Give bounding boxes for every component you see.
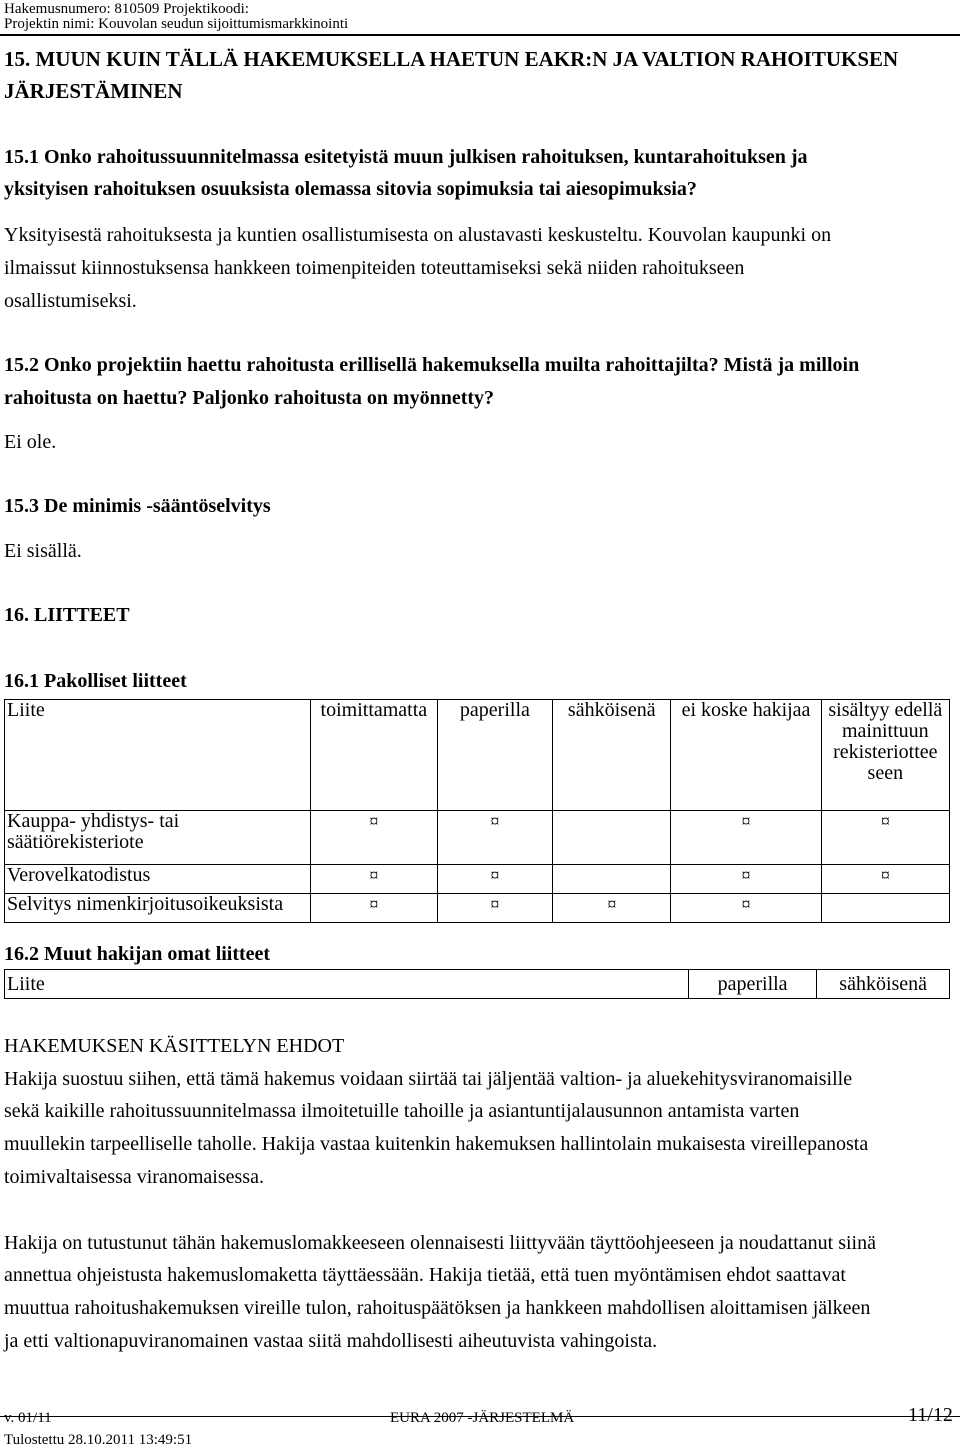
table-header-row [5, 970, 950, 999]
answer-15-3: Ei sisällä. [4, 540, 82, 562]
col-header-sisaltyy: sisältyy edellä mainittuun rekisteriottee seen [821, 700, 949, 811]
footer-page-number: 11/12 [908, 1404, 953, 1426]
conditions-p2-line3: muuttua rahoitushakemuksen vireille tulon, rahoituspäätöksen ja hankkeen mahdollisen aloittamisen jälkeen [4, 1297, 871, 1319]
conditions-p2-line1: Hakija on tutustunut tähän hakemuslomakkeeseen olennaisesti liittyvään täyttöohjeeseen ja noudattanut siinä [4, 1232, 876, 1254]
mark-cell: ¤ [821, 865, 949, 894]
col-header-sahkoisena: sähköisenä [553, 700, 671, 811]
table-row [5, 894, 950, 923]
attachment-name: Kauppa- yhdistys- tai säätiörekisteriote [5, 811, 311, 865]
mark-cell [553, 811, 671, 865]
mark-cell: ¤ [553, 894, 671, 923]
conditions-p2-line4: ja etti valtionapuviranomainen vastaa siitä mahdollisesti aiheutuvista vahingoista. [4, 1330, 658, 1352]
conditions-p1-line1: Hakija suostuu siihen, että tämä hakemus voidaan siirtää tai jäljentää valtion- ja aluekehitysviranomaisille [4, 1068, 853, 1090]
mandatory-attachments-table [4, 699, 950, 923]
footer-version: v. 01/11 [4, 1410, 52, 1426]
col-header-ei-koske: ei koske hakijaa [671, 700, 821, 811]
footer-system: EURA 2007 -JÄRJESTELMÄ [390, 1410, 575, 1426]
col-header-paperilla: paperilla [688, 970, 817, 999]
col-header-paperilla: paperilla [437, 700, 553, 811]
col-header-toimittamatta: toimittamatta [311, 700, 437, 811]
question-15-1-line2: yksityisen rahoituksen osuuksista olemassa sitovia sopimuksia tai aiesopimuksia? [4, 178, 697, 200]
conditions-p1-line3: muullekin tarpeelliselle taholle. Hakija vastaa kuitenkin hakemuksen hallintolain mukaisesta vireillepanosta [4, 1133, 869, 1155]
mark-cell [821, 894, 949, 923]
mark-cell: ¤ [671, 865, 821, 894]
mark-cell: ¤ [671, 894, 821, 923]
col-header-liite: Liite [5, 970, 689, 999]
section-15-title-line1: 15. MUUN KUIN TÄLLÄ HAKEMUKSELLA HAETUN EAKR:N JA VALTION RAHOITUKSEN [4, 47, 899, 71]
mark-cell: ¤ [311, 865, 437, 894]
mark-cell: ¤ [821, 811, 949, 865]
answer-15-1-line1: Yksityisestä rahoituksesta ja kuntien osallistumisesta on alustavasti keskusteltu. Kouvolan kaupunki on [4, 224, 832, 246]
answer-15-1-line3: osallistumiseksi. [4, 290, 137, 312]
header-project-name: Projektin nimi: Kouvolan seudun sijoittumismarkkinointi [4, 16, 349, 32]
section-16-2-title: 16.2 Muut hakijan omat liitteet [4, 943, 271, 965]
section-16-1-title: 16.1 Pakolliset liitteet [4, 670, 187, 692]
conditions-p1-line2: sekä kaikille rahoitussuunnitelmassa ilmoitetuille tahoille ja asiantuntijalausunnon antamista varten [4, 1100, 800, 1122]
mark-cell: ¤ [437, 894, 553, 923]
attachment-name: Verovelkatodistus [5, 865, 311, 894]
conditions-p2-line2: annettua ohjeistusta hakemuslomaketta täyttäessään. Hakija tietää, että tuen myöntämisen ehdot saattavat [4, 1264, 846, 1286]
header-application-number: Hakemusnumero: 810509 Projektikoodi: [4, 1, 249, 17]
conditions-p1-line4: toimivaltaisessa viranomaisessa. [4, 1166, 264, 1188]
section-16-title: 16. LIITTEET [4, 604, 130, 626]
table-header-row [5, 700, 950, 811]
mark-cell: ¤ [311, 894, 437, 923]
mark-cell: ¤ [437, 811, 553, 865]
footer-printed-timestamp: Tulostettu 28.10.2011 13:49:51 [4, 1432, 193, 1448]
mark-cell [553, 865, 671, 894]
mark-cell: ¤ [671, 811, 821, 865]
question-15-2-line1: 15.2 Onko projektiin haettu rahoitusta erillisellä hakemuksella muilta rahoittajilta? Mistä ja milloin [4, 354, 860, 376]
col-header-liite: Liite [5, 700, 311, 811]
answer-15-1-line2: ilmaissut kiinnostuksensa hankkeen toimenpiteiden toteuttamiseksi sekä niiden rahoitukseen [4, 257, 745, 279]
mark-cell: ¤ [311, 811, 437, 865]
col-header-sahkoisena: sähköisenä [817, 970, 950, 999]
answer-15-2: Ei ole. [4, 431, 57, 453]
question-15-2-line2: rahoitusta on haettu? Paljonko rahoitusta on myönnetty? [4, 387, 495, 409]
attachment-name: Selvitys nimenkirjoitusoikeuksista [5, 894, 311, 923]
section-15-title-line2: JÄRJESTÄMINEN [4, 79, 183, 103]
header-divider [0, 34, 960, 36]
question-15-3: 15.3 De minimis -sääntöselvitys [4, 495, 271, 517]
mark-cell: ¤ [437, 865, 553, 894]
table-row [5, 811, 950, 865]
conditions-title: HAKEMUKSEN KÄSITTELYN EHDOT [4, 1035, 345, 1057]
question-15-1-line1: 15.1 Onko rahoitussuunnitelmassa esitetyistä muun julkisen rahoituksen, kuntarahoituksen ja [4, 146, 808, 168]
table-row [5, 865, 950, 894]
other-attachments-table [4, 969, 950, 999]
